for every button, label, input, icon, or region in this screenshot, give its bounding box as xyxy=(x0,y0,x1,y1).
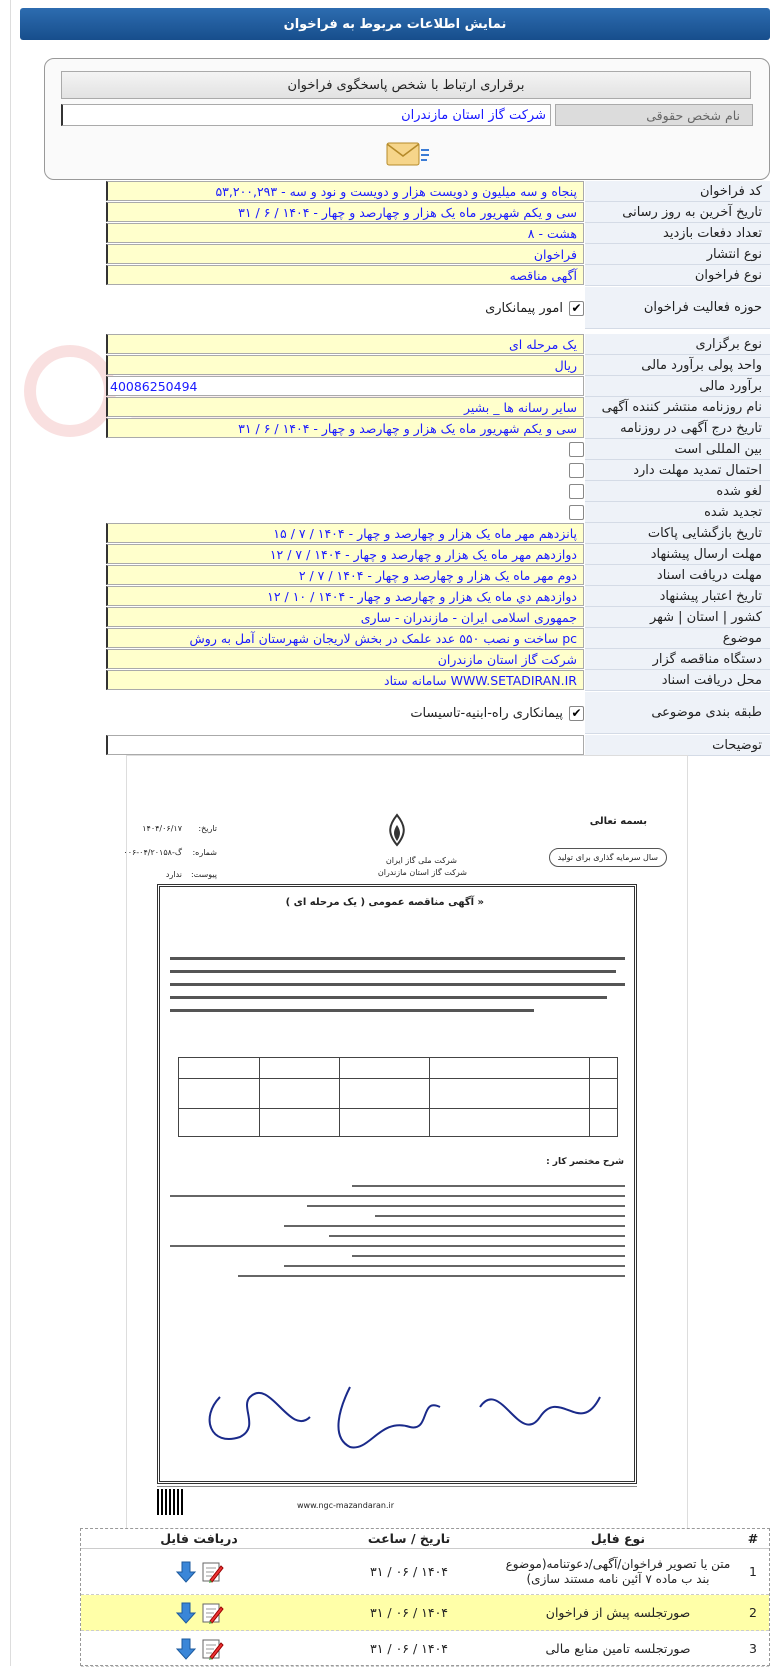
label-subject: موضوع xyxy=(585,628,770,649)
row-doc-place xyxy=(106,670,770,691)
label-activity: حوزه فعالیت فراخوان xyxy=(585,287,770,329)
file-row-download xyxy=(79,1549,319,1594)
value-subject: ساخت و نصب ۵۵۰ عدد علمک در بخش لاریجان شهرستان آمل به روش pc xyxy=(106,628,584,648)
contact-box xyxy=(44,58,770,180)
international-checkbox[interactable] xyxy=(569,442,584,457)
label-estimate: برآورد مالی xyxy=(585,376,770,397)
download-arrow-icon[interactable] xyxy=(174,1637,198,1661)
label-submit-deadline: مهلت ارسال پیشنهاد xyxy=(585,544,770,565)
mail-icon[interactable] xyxy=(385,137,425,169)
doc-number-label: شماره: xyxy=(192,848,217,857)
label-doc-deadline: مهلت دریافت اسناد xyxy=(585,565,770,586)
label-cancelled: لغو شده xyxy=(585,481,770,502)
cancelled-area xyxy=(106,481,584,502)
file-row-download xyxy=(79,1631,319,1666)
label-organizer: دستگاه مناقصه گزار xyxy=(585,649,770,670)
doc-ad-frame xyxy=(157,884,637,1484)
row-location xyxy=(106,607,770,628)
file-row-num: 3 xyxy=(749,1641,757,1656)
doc-date-label: تاریخ: xyxy=(198,824,217,833)
value-organizer: شرکت گاز استان مازندران xyxy=(106,649,584,669)
edit-document-icon[interactable] xyxy=(200,1601,224,1625)
file-row-date: ۳۱ / ۰۶ / ۱۴۰۴ xyxy=(369,1564,449,1579)
label-publish-type: نوع انتشار xyxy=(585,244,770,265)
file-row-type: صورتجلسه تامین منابع مالی xyxy=(545,1641,691,1656)
activity-option xyxy=(106,287,584,329)
row-estimate xyxy=(106,376,770,397)
value-opening-date: ۱۵ / ۷ / ۱۴۰۴ - پانزدهم مهر ماه یک هزار و چهارصد و چهار xyxy=(106,523,584,543)
renewed-area xyxy=(106,502,584,523)
page-frame-line xyxy=(10,0,11,1666)
row-cancelled xyxy=(106,481,770,502)
cancelled-checkbox[interactable] xyxy=(569,484,584,499)
label-call-type: نوع فراخوان xyxy=(585,265,770,286)
doc-summary-title: شرح مختصر کار : xyxy=(546,1157,624,1167)
value-code: ۵۳,۲۰۰,۲۹۳ - پنجاه و سه میلیون و دویست هزار و دویست و نود و سه xyxy=(106,181,584,201)
page-title-text: نمایش اطلاعات مربوط به فراخوان xyxy=(283,16,507,32)
activity-checkbox[interactable]: ✔ xyxy=(569,301,584,316)
file-row-type: صورتجلسه پیش از فراخوان xyxy=(545,1605,691,1620)
doc-ad-title: « آگهی مناقصه عمومی ( یک مرحله ای ) xyxy=(285,897,484,908)
row-currency xyxy=(106,355,770,376)
contact-heading[interactable]: برقراری ارتباط با شخص پاسخگوی فراخوان xyxy=(61,71,751,99)
file-row xyxy=(81,1595,769,1631)
value-call-type: آگهی مناقصه xyxy=(106,265,584,285)
row-submit-deadline xyxy=(106,544,770,565)
label-location: کشور | استان | شهر xyxy=(585,607,770,628)
value-submit-deadline: ۱۲ / ۷ / ۱۴۰۴ - دوازدهم مهر ماه یک هزار و چهارصد و چهار xyxy=(106,544,584,564)
gas-company-logo xyxy=(377,811,417,851)
value-doc-deadline: ۲ / ۷ / ۱۴۰۴ - دوم مهر ماه یک هزار و چهارصد و چهار xyxy=(106,565,584,585)
files-header-num: # xyxy=(747,1531,759,1546)
qr-code xyxy=(157,1489,183,1515)
label-validity: تاریخ اعتبار پیشنهاد xyxy=(585,586,770,607)
doc-company: شرکت ملی گاز ایران xyxy=(385,856,457,865)
tender-document-image xyxy=(123,755,688,1530)
label-international: بین المللی است xyxy=(585,439,770,460)
doc-attach-value: ندارد xyxy=(165,870,182,879)
category-option xyxy=(106,692,584,734)
value-hold-type: یک مرحله ای xyxy=(106,334,584,354)
value-newspaper-date: ۳۱ / ۶ / ۱۴۰۴ - سی و یکم شهریور ماه یک هزار و چهارصد و چهار xyxy=(106,418,584,438)
value-doc-place[interactable]: سامانه ستاد WWW.SETADIRAN.IR xyxy=(106,670,584,690)
doc-number-value: گ-۰۴/۲۰۱۵۸-۰۰۶ xyxy=(123,848,182,857)
doc-slogan: سال سرمایه گذاری برای تولید xyxy=(549,848,667,867)
row-renewed xyxy=(106,502,770,523)
label-opening-date: تاریخ بازگشایی پاکات xyxy=(585,523,770,544)
value-publish-type: فراخوان xyxy=(106,244,584,264)
value-description xyxy=(106,735,584,755)
label-doc-place: محل دریافت اسناد xyxy=(585,670,770,691)
label-description: توضیحات xyxy=(585,735,770,756)
file-row-date: ۳۱ / ۰۶ / ۱۴۰۴ xyxy=(369,1641,449,1656)
label-hold-type: نوع برگزاری xyxy=(585,334,770,355)
label-currency: واحد پولی برآورد مالی xyxy=(585,355,770,376)
files-header-type: نوع فایل xyxy=(590,1531,646,1546)
label-newspaper-date: تاریخ درج آگهی در روزنامه xyxy=(585,418,770,439)
doc-bismillah: بسمه تعالی xyxy=(589,816,647,827)
extension-area xyxy=(106,460,584,481)
value-newspaper: سایر رسانه ها _ بشیر xyxy=(106,397,584,417)
doc-paragraph xyxy=(170,947,625,1047)
row-validity xyxy=(106,586,770,607)
file-row-num: 1 xyxy=(749,1564,757,1579)
contact-value: شرکت گاز استان مازندران xyxy=(61,104,551,126)
files-header xyxy=(81,1529,769,1549)
value-location: جمهوری اسلامی ایران - مازندران - ساری xyxy=(106,607,584,627)
row-activity xyxy=(106,287,770,329)
value-currency: ریال xyxy=(106,355,584,375)
files-table xyxy=(80,1528,770,1666)
doc-table xyxy=(178,1057,618,1137)
row-visits xyxy=(106,223,770,244)
download-arrow-icon[interactable] xyxy=(174,1560,198,1584)
file-row-num: 2 xyxy=(749,1605,757,1620)
value-last-update: ۳۱ / ۶ / ۱۴۰۴ - سی و یکم شهریور ماه یک هزار و چهارصد و چهار xyxy=(106,202,584,222)
row-organizer xyxy=(106,649,770,670)
row-extension xyxy=(106,460,770,481)
doc-footer xyxy=(157,1486,637,1516)
extension-checkbox[interactable] xyxy=(569,463,584,478)
renewed-checkbox[interactable] xyxy=(569,505,584,520)
row-category xyxy=(106,692,770,734)
row-international xyxy=(106,439,770,460)
doc-attach-label: پیوست: xyxy=(190,870,217,879)
label-last-update: تاریخ آخرین به روز رسانی xyxy=(585,202,770,223)
file-row-type: متن یا تصویر فراخوان/آگهی/دعوتنامه(موضوع بند ب ماده ۷ آئین نامه مستند سازی) xyxy=(505,1556,731,1586)
download-arrow-icon[interactable] xyxy=(174,1601,198,1625)
value-estimate: 40086250494 xyxy=(106,376,584,396)
doc-site: www.ngc-mazandaran.ir xyxy=(297,1501,395,1510)
file-row xyxy=(81,1631,769,1667)
signatures xyxy=(180,1357,620,1467)
doc-subcompany: شرکت گاز استان مازندران xyxy=(377,868,467,877)
files-header-date: تاریخ / ساعت xyxy=(367,1531,451,1546)
row-doc-deadline xyxy=(106,565,770,586)
files-header-download: دریافت فایل xyxy=(160,1531,238,1546)
label-category: طبقه بندی موضوعی xyxy=(585,692,770,734)
file-row-date: ۳۱ / ۰۶ / ۱۴۰۴ xyxy=(369,1605,449,1620)
row-hold-type xyxy=(106,334,770,355)
row-publish-type xyxy=(106,244,770,265)
row-description xyxy=(106,735,770,756)
label-renewed: تجدید شده xyxy=(585,502,770,523)
edit-document-icon[interactable] xyxy=(200,1560,224,1584)
row-newspaper-date xyxy=(106,418,770,439)
row-newspaper xyxy=(106,397,770,418)
value-validity: ۱۲ / ۱۰ / ۱۴۰۴ - دوازدهم دي ماه یک هزار و چهارصد و چهار xyxy=(106,586,584,606)
doc-date-value: ۱۴۰۴/۰۶/۱۷ xyxy=(142,824,182,833)
label-newspaper: نام روزنامه منتشر کننده آگهی xyxy=(585,397,770,418)
row-subject xyxy=(106,628,770,649)
page-title xyxy=(20,8,770,40)
row-opening-date xyxy=(106,523,770,544)
label-visits: تعداد دفعات بازدید xyxy=(585,223,770,244)
international-area xyxy=(106,439,584,460)
category-option-text: پیمانکاری راه-ابنیه-تاسیسات xyxy=(410,705,563,721)
category-checkbox[interactable]: ✔ xyxy=(569,706,584,721)
file-row-download xyxy=(79,1595,319,1630)
value-visits: ۸ - هشت xyxy=(106,223,584,243)
row-call-type xyxy=(106,265,770,286)
file-row xyxy=(81,1549,769,1595)
contact-label: نام شخص حقوقی xyxy=(555,104,753,126)
row-code xyxy=(106,181,770,202)
doc-summary-lines xyxy=(170,1177,625,1347)
edit-document-icon[interactable] xyxy=(200,1637,224,1661)
activity-option-text: امور پیمانکاری xyxy=(485,300,563,316)
label-code: کد فراخوان xyxy=(585,181,770,202)
row-last-update xyxy=(106,202,770,223)
label-extension: احتمال تمدید مهلت دارد xyxy=(585,460,770,481)
